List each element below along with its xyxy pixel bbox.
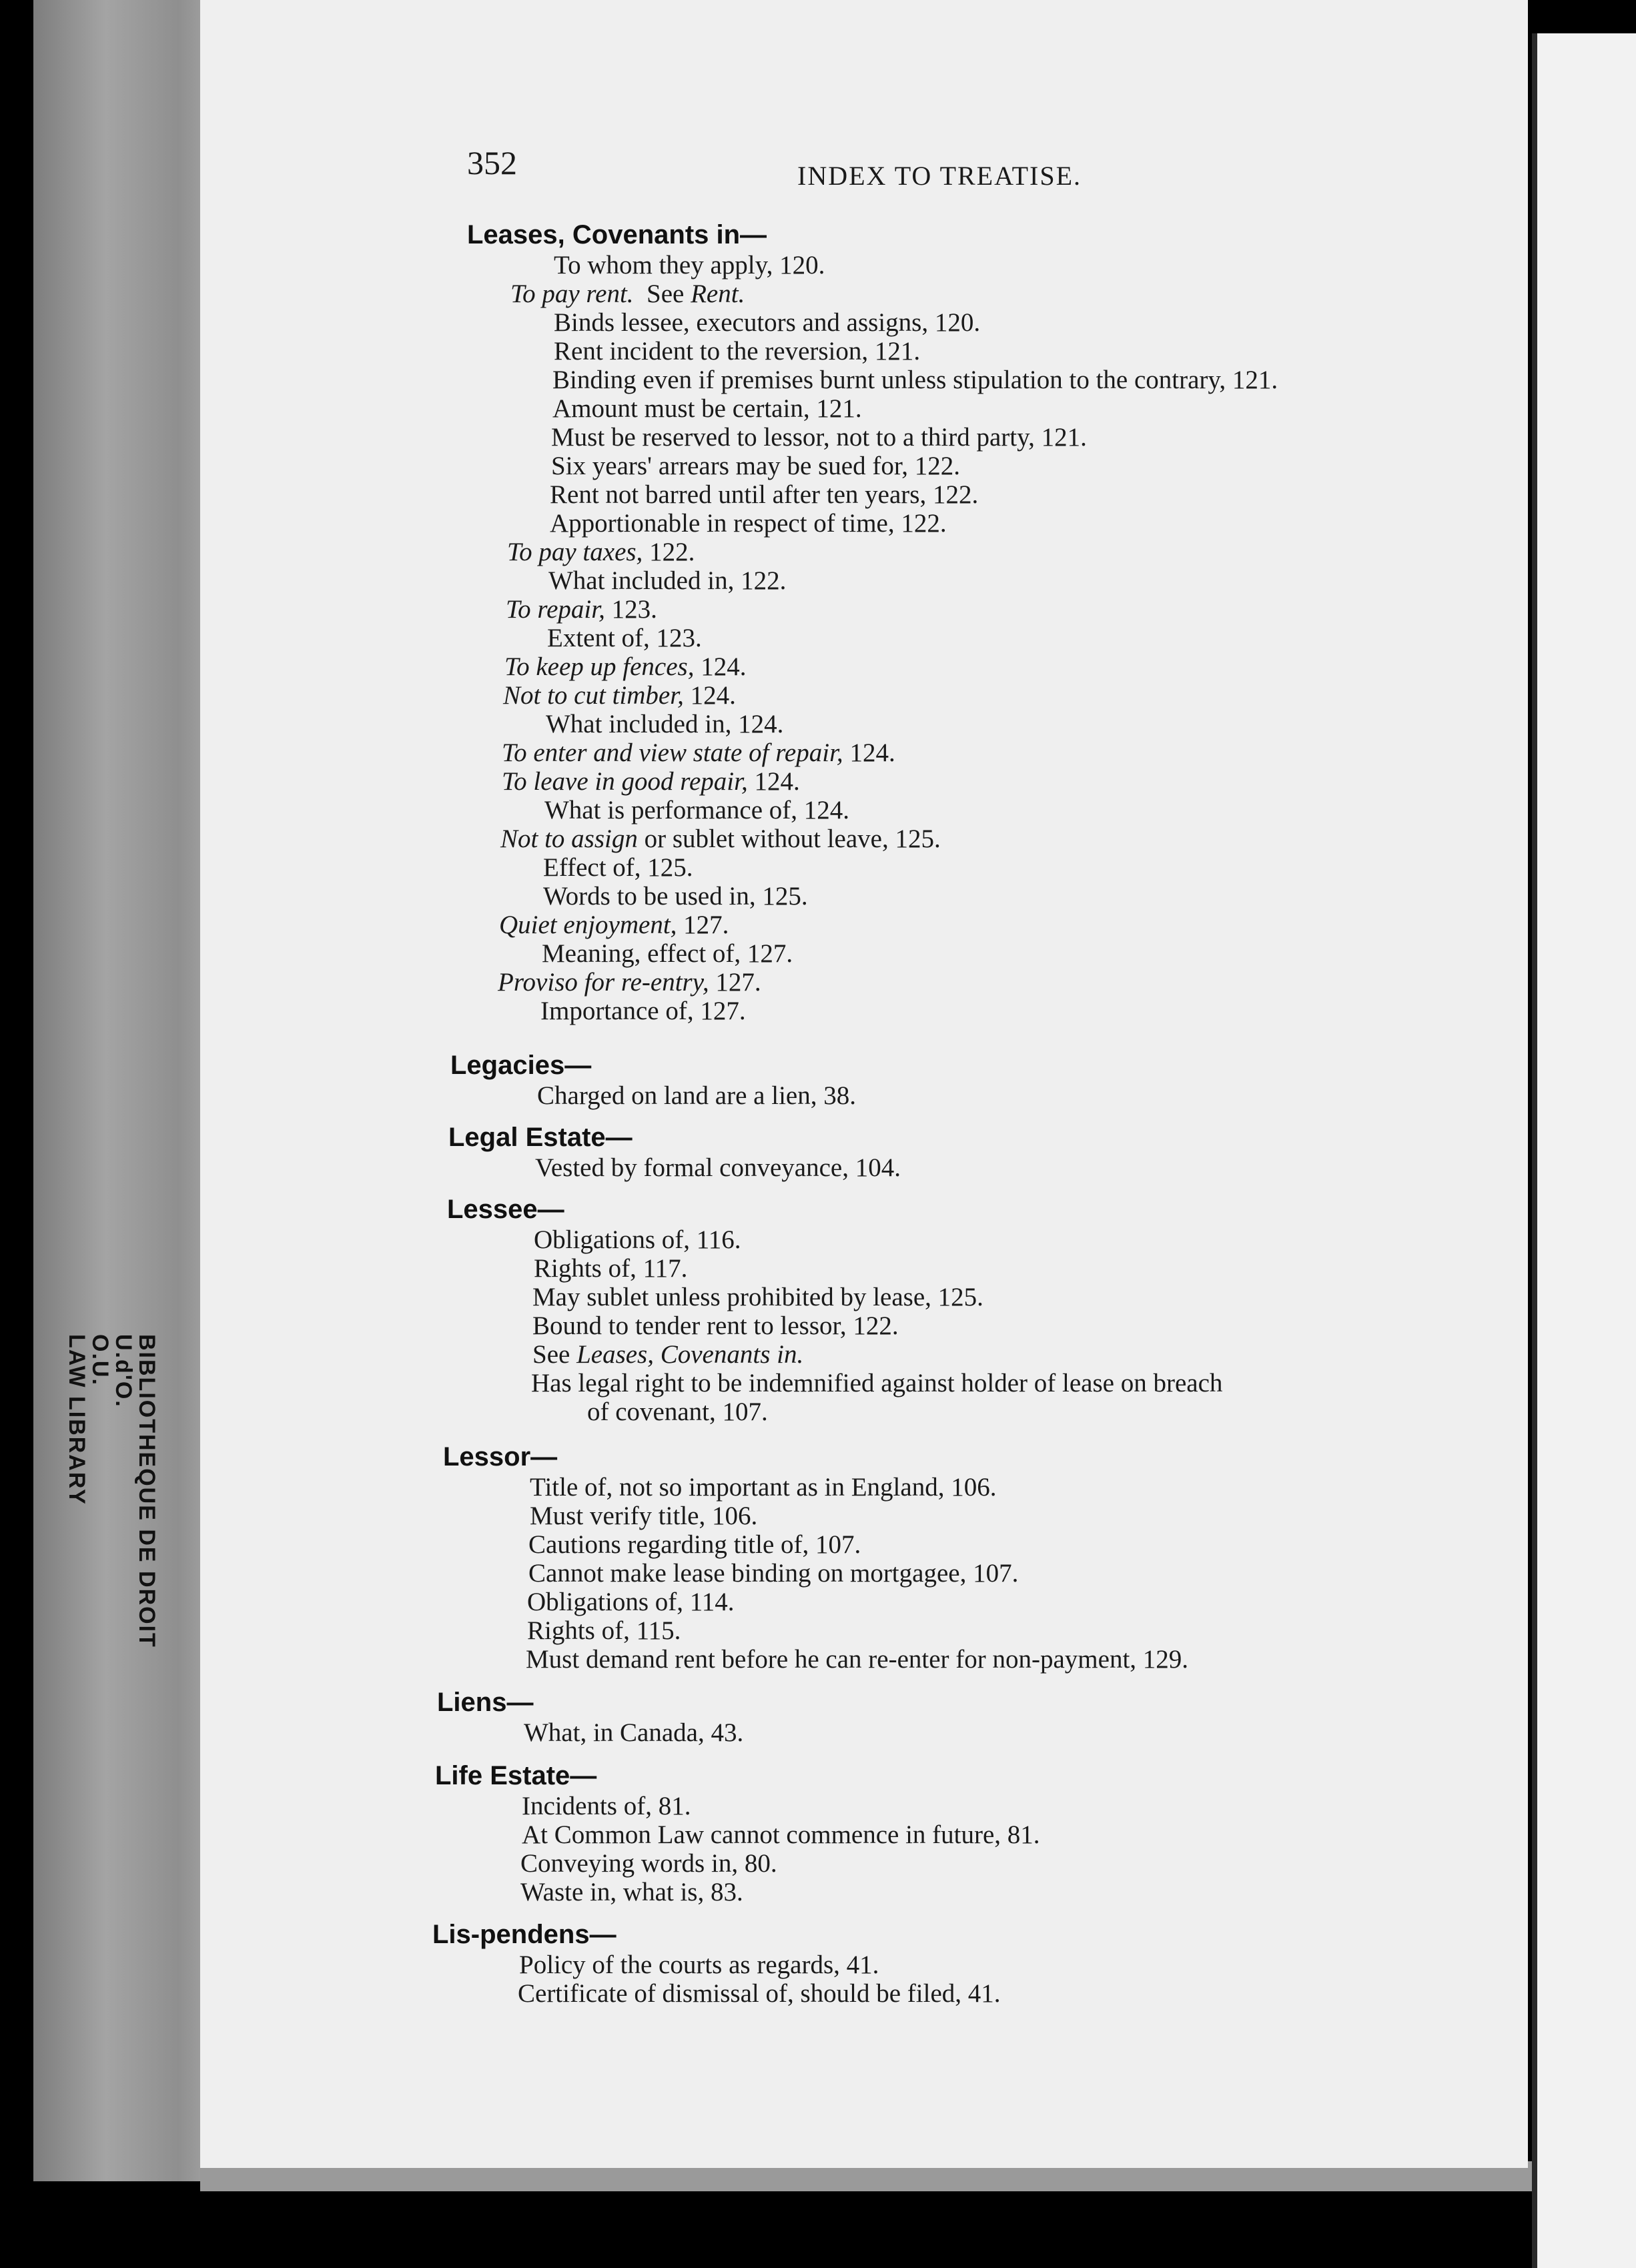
index-entry: Certificate of dismissal of, should be filed, 41. xyxy=(518,1979,1001,2008)
index-entry: Quiet enjoyment, 127. xyxy=(499,911,729,939)
index-heading: Leases, Covenants in— xyxy=(467,220,767,249)
index-entry: Words to be used in, 125. xyxy=(543,882,808,911)
index-entry: Meaning, effect of, 127. xyxy=(542,939,793,968)
index-entry: Obligations of, 116. xyxy=(534,1225,741,1254)
index-entry: Extent of, 123. xyxy=(547,624,702,652)
index-heading: Legacies— xyxy=(450,1051,592,1080)
index-entry: To pay taxes, 122. xyxy=(507,538,695,566)
index-entry: Binds lessee, executors and assigns, 120. xyxy=(554,308,981,337)
facing-page xyxy=(1532,33,1636,2268)
index-entry: See Leases, Covenants in. xyxy=(532,1340,804,1369)
index-entry: Rights of, 117. xyxy=(534,1254,688,1283)
index-entry: Charged on land are a lien, 38. xyxy=(537,1081,856,1110)
index-entry: Proviso for re-entry, 127. xyxy=(498,968,761,997)
index-entry: Rent incident to the reversion, 121. xyxy=(554,337,921,366)
index-entry: Bound to tender rent to lessor, 122. xyxy=(532,1311,899,1340)
index-entry: Policy of the courts as regards, 41. xyxy=(519,1950,879,1979)
index-entry: To enter and view state of repair, 124. xyxy=(502,738,895,767)
index-heading: Legal Estate— xyxy=(448,1123,633,1152)
index-entry: What is performance of, 124. xyxy=(544,796,849,824)
index-entry: Must demand rent before he can re-enter for non-payment, 129. xyxy=(526,1645,1189,1674)
index-heading: Lis-pendens— xyxy=(432,1920,617,1949)
index-entry: May sublet unless prohibited by lease, 125. xyxy=(532,1283,983,1311)
index-entry: Vested by formal conveyance, 104. xyxy=(535,1153,901,1182)
index-entry: Conveying words in, 80. xyxy=(520,1849,777,1878)
index-entry: Has legal right to be indemnified against holder of lease on breach xyxy=(531,1369,1223,1397)
index-entry: To leave in good repair, 124. xyxy=(502,767,800,796)
page-number: 352 xyxy=(467,144,517,181)
index-entry: To keep up fences, 124. xyxy=(504,652,747,681)
index-entry: Obligations of, 114. xyxy=(527,1588,735,1616)
index-entry: Six years' arrears may be sued for, 122. xyxy=(551,452,961,480)
index-entry: Not to cut timber, 124. xyxy=(503,681,736,710)
index-entry: To whom they apply, 120. xyxy=(554,251,825,279)
index-heading: Lessee— xyxy=(447,1195,564,1224)
index-entry: Not to assign or sublet without leave, 125. xyxy=(500,824,941,853)
library-stamp xyxy=(60,1334,160,1768)
index-entry: Must be reserved to lessor, not to a third party, 121. xyxy=(551,423,1087,452)
index-entry: At Common Law cannot commence in future, 81. xyxy=(522,1820,1040,1849)
running-head: INDEX TO TREATISE. xyxy=(797,161,1082,191)
index-entry: Importance of, 127. xyxy=(540,997,746,1025)
stamp-line: O.U. xyxy=(87,1334,113,1386)
index-entry: Incidents of, 81. xyxy=(522,1792,691,1820)
index-entry: Waste in, what is, 83. xyxy=(520,1878,743,1906)
index-entry: To pay rent. See Rent. xyxy=(510,279,745,308)
stamp-line: U.d'O. xyxy=(111,1334,136,1408)
index-heading: Life Estate— xyxy=(435,1761,597,1790)
stamp-line: LAW LIBRARY xyxy=(64,1334,89,1506)
index-heading: Lessor— xyxy=(443,1442,558,1472)
index-entry: of covenant, 107. xyxy=(587,1397,768,1426)
index-entry: What included in, 124. xyxy=(546,710,784,738)
index-entry: Amount must be certain, 121. xyxy=(552,394,862,423)
index-entry: Rights of, 115. xyxy=(527,1616,681,1645)
index-entry: Effect of, 125. xyxy=(543,853,693,882)
index-entry: Binding even if premises burnt unless stipulation to the contrary, 121. xyxy=(552,366,1278,394)
index-entry: Cautions regarding title of, 107. xyxy=(528,1530,861,1559)
index-heading: Liens— xyxy=(437,1688,534,1717)
index-entry: Cannot make lease binding on mortgagee, 107. xyxy=(528,1559,1019,1588)
index-entry: What included in, 122. xyxy=(548,566,787,595)
index-entry: Title of, not so important as in England, 106. xyxy=(530,1473,997,1502)
index-entry: What, in Canada, 43. xyxy=(524,1718,744,1747)
index-entry: Rent not barred until after ten years, 122. xyxy=(550,480,979,509)
index-entry: To repair, 123. xyxy=(506,595,657,624)
stamp-line: BIBLIOTHEQUE DE DROIT xyxy=(134,1334,159,1648)
index-entry: Apportionable in respect of time, 122. xyxy=(550,509,947,538)
index-entry: Must verify title, 106. xyxy=(530,1502,758,1530)
